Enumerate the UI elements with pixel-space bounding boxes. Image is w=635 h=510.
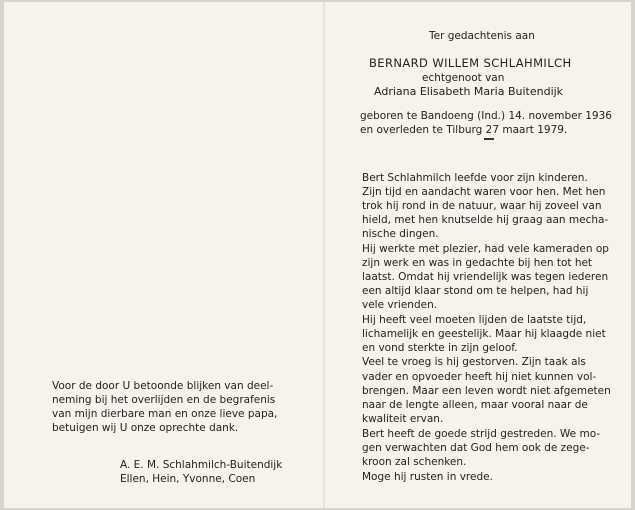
eulogy-line: gen verwachten dat God hem ook de zege- [362,442,590,454]
signature-line: Ellen, Hein, Yvonne, Coen [120,473,256,485]
signature-line: A. E. M. Schlahmilch-Buitendijk [120,459,283,471]
eulogy-line: naar de lengte alleen, maar vooral naar de [362,399,588,411]
birth-line: geboren te Bandoeng (Ind.) 14. november 1936 [360,110,612,122]
eulogy-line: vader en opvoeder heeft hij niet kunnen vol- [362,371,597,383]
left-panel [12,2,317,508]
eulogy-line: en vond sterkte in zijn geloof. [362,342,518,354]
eulogy-line: hield, met hen knutselde hij graag aan mecha- [362,214,609,226]
eulogy-line: Hij werkte met plezier, had vele kameraden op [362,243,609,255]
eulogy-line: Bert Schlahmilch leefde voor zijn kinderen. [362,172,588,184]
thanks-line: betuigen wij U onze oprechte dank. [52,422,239,434]
eulogy-line: Hij heeft veel moeten lijden de laatste tijd, [362,314,587,326]
eulogy-line: lichamelijk en geestelijk. Maar hij klaagde niet [362,328,606,340]
eulogy-line: zijn werk en was in gedachte bij hen tot het [362,257,593,269]
eulogy-line: laatst. Omdat hij vriendelijk was tegen iederen [362,271,609,283]
eulogy-line: nische dingen. [362,228,439,240]
eulogy-line: een altijd klaar stond om te helpen, had hij [362,285,589,297]
right-panel [334,2,624,508]
card-fold [323,2,325,508]
eulogy-line: Veel te vroeg is hij gestorven. Zijn taak als [362,356,586,368]
eulogy-line: Bert heeft de goede strijd gestreden. We mo- [362,428,601,440]
memorial-card [4,2,631,508]
eulogy-line: vele vrienden. [362,299,438,311]
eulogy-line: Moge hij rusten in vrede. [362,471,493,483]
eulogy-line: trok hij rond in de natuur, waar hij zoveel van [362,200,602,212]
eulogy-line: kroon zal schenken. [362,456,467,468]
death-line: en overleden te Tilburg 27 maart 1979. [360,124,568,136]
thanks-line: Voor de door U betoonde blijken van deel- [52,380,274,392]
eulogy-line: kwaliteit ervan. [362,413,444,425]
eulogy-line: Zijn tijd en aandacht waren voor hen. Met hen [362,186,606,198]
thanks-line: van mijn dierbare man en onze lieve papa, [52,408,278,420]
eulogy-line: brengen. Maar een leven wordt niet afgemeten [362,385,611,397]
separator-dash [484,138,494,140]
deceased-name: BERNARD WILLEM SCHLAHMILCH [369,56,572,70]
memorial-heading: Ter gedachtenis aan [429,30,535,42]
spouse-label: echtgenoot van [422,72,505,84]
thanks-line: neming bij het overlijden en de begrafenis [52,394,276,406]
spouse-name: Adriana Elisabeth Maria Buitendijk [374,85,564,98]
